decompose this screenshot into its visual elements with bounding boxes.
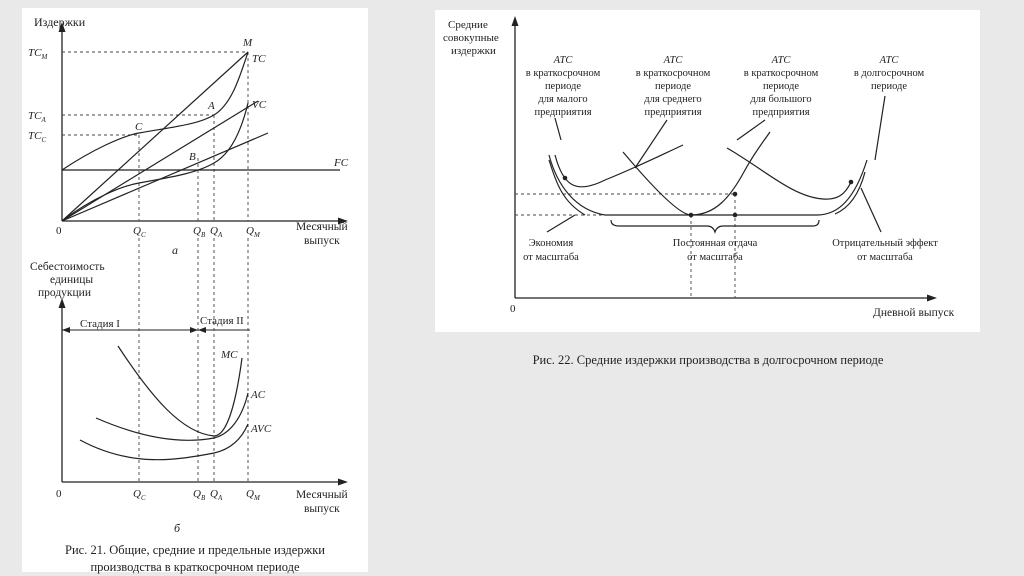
y-axis-label-fig22-line3: издержки [451, 45, 496, 57]
atc-large-label [744, 55, 819, 118]
vc-label: VC [252, 99, 267, 111]
atc-small-line2: периоде [544, 81, 582, 92]
atc-medium-line1: в краткосрочном [635, 68, 711, 79]
ray-to-a [62, 101, 258, 221]
mc-label: MC [221, 349, 238, 361]
atc-small-label [526, 55, 601, 118]
atc-small-curve [555, 145, 683, 187]
tangency-point-small [563, 176, 568, 181]
y-axis-label-bottom-line1: Себестоимость [30, 261, 105, 273]
stage1-arrow-left [62, 327, 70, 333]
stage2-label: Стадия II [200, 315, 244, 327]
atc-medium-curve [623, 132, 770, 215]
atc-medium-title: ATC [663, 55, 683, 66]
subfigure-label-b: б [174, 521, 181, 535]
atc-medium-line4: предприятия [644, 107, 702, 118]
ac-curve [96, 393, 248, 440]
economy-label-line2: от масштаба [523, 252, 579, 263]
tangency-point-medium [689, 213, 694, 218]
atc-large-line1: в краткосрочном [743, 68, 819, 79]
negative-label-line1: Отрицательный эффект [832, 238, 938, 249]
point-a-label: A [208, 100, 215, 112]
xtick-qa-bottom: $Q_A$ [210, 488, 223, 502]
ac-label: AC [251, 389, 266, 401]
stage2-arrow-left [198, 327, 206, 333]
xtick-qa: $Q_A$ [210, 225, 223, 239]
tangency-point-large [849, 180, 854, 185]
xtick-qm-bottom: $Q_M$ [246, 488, 260, 502]
figure-21-panel [22, 8, 368, 572]
economy-label-line1: Экономия [528, 238, 574, 249]
pointer-atc-medium [635, 120, 667, 168]
y-axis-label-bottom-line3: продукции [38, 287, 91, 299]
x-axis-label-line2: выпуск [304, 235, 340, 247]
figure-21-caption [22, 542, 368, 576]
x-axis-label-line1: Месячный [296, 221, 348, 233]
atc-small-line1: в краткосрочном [525, 68, 601, 79]
point-b-label: B [189, 151, 196, 163]
ray-to-b [62, 133, 268, 221]
avc-label: AVC [251, 423, 272, 435]
constant-brace [611, 220, 819, 232]
stage1-label: Стадия I [80, 318, 120, 330]
x-axis-label-bottom-line1: Месячный [296, 489, 348, 501]
ytick-tcm: $TC_M$ [28, 47, 48, 61]
y-axis-label-fig22-line1: Средние [448, 19, 488, 31]
atc-long-curve [549, 155, 867, 215]
xtick-qb-bottom: $Q_B$ [193, 488, 206, 502]
figure-21-svg [22, 8, 368, 572]
xtick-qc-bottom: $Q_C$ [133, 488, 146, 502]
y-axis-label-bottom-line2: единицы [50, 274, 94, 286]
atc-long-title: ATC [879, 55, 899, 66]
pointer-atc-small [555, 118, 561, 140]
origin-label-bottom: 0 [56, 488, 62, 500]
economy-brace [549, 160, 585, 215]
tc-curve [62, 52, 248, 170]
xtick-qb: $Q_B$ [193, 225, 206, 239]
chart-unit-costs [30, 238, 348, 535]
constant-label-line1: Постоянная отдача [672, 238, 758, 249]
pointer-atc-long [875, 96, 885, 160]
atc-large-title: ATC [771, 55, 791, 66]
figure-22-caption: Рис. 22. Средние издержки производства в долгосрочном периоде [532, 353, 884, 367]
figure-21-caption-line2: производства в краткосрочном периоде [90, 560, 300, 574]
x-axis-label-bottom-line2: выпуск [304, 503, 340, 515]
atc-small-title: ATC [553, 55, 573, 66]
x-axis-fig22-arrow [927, 295, 937, 302]
atc-long-line2: периоде [870, 81, 908, 92]
y-axis-bottom-arrow [59, 298, 66, 308]
pointer-economy [547, 215, 575, 232]
ytick-tcc: $TC_C$ [28, 130, 47, 144]
stage1-arrow-right [190, 327, 198, 333]
negative-label-line2: от масштаба [857, 252, 913, 263]
x-axis-bottom-arrow [338, 479, 348, 486]
atc-small-line3: для малого [538, 94, 588, 105]
atc-large-line3: для большого [750, 94, 812, 105]
figure-22-panel [435, 10, 980, 332]
atc-large-line2: периоде [762, 81, 800, 92]
atc-medium-line3: для среднего [644, 94, 702, 105]
atc-large-line4: предприятия [752, 107, 810, 118]
tc-label: TC [252, 53, 266, 65]
y-axis-fig22-arrow [512, 16, 519, 26]
atc-small-line4: предприятия [534, 107, 592, 118]
figure-21-caption-line1: Рис. 21. Общие, средние и предельные издержки [65, 543, 325, 557]
tangency-point-medium-2 [733, 213, 738, 218]
chart-total-costs [28, 15, 349, 257]
point-c-label: C [135, 121, 143, 133]
fc-label: FC [334, 157, 349, 169]
y-axis-label: Издержки [34, 15, 86, 29]
point-m-label: M [243, 37, 253, 49]
pointer-atc-large [737, 120, 765, 140]
atc-medium-label [636, 55, 711, 118]
y-axis-label-fig22-line2: совокупные [443, 32, 499, 44]
subfigure-label-a: а [172, 243, 178, 257]
xtick-qm: $Q_M$ [246, 225, 260, 239]
avc-curve [80, 424, 248, 460]
x-axis-label-fig22: Дневной выпуск [873, 307, 955, 319]
pointer-negative [861, 188, 881, 232]
ray-to-m [62, 52, 248, 221]
origin-label-fig22: 0 [510, 303, 516, 315]
atc-large-curve [727, 148, 851, 199]
intersection-point [733, 192, 738, 197]
atc-medium-line2: периоде [654, 81, 692, 92]
origin-label: 0 [56, 225, 62, 237]
ytick-tca: $TC_A$ [28, 110, 46, 124]
xtick-qc: $Q_C$ [133, 225, 146, 239]
atc-long-line1: в долгосрочном [853, 68, 925, 79]
atc-long-label [854, 55, 925, 92]
figure-22-svg [435, 10, 980, 332]
constant-label-line2: от масштаба [687, 252, 743, 263]
